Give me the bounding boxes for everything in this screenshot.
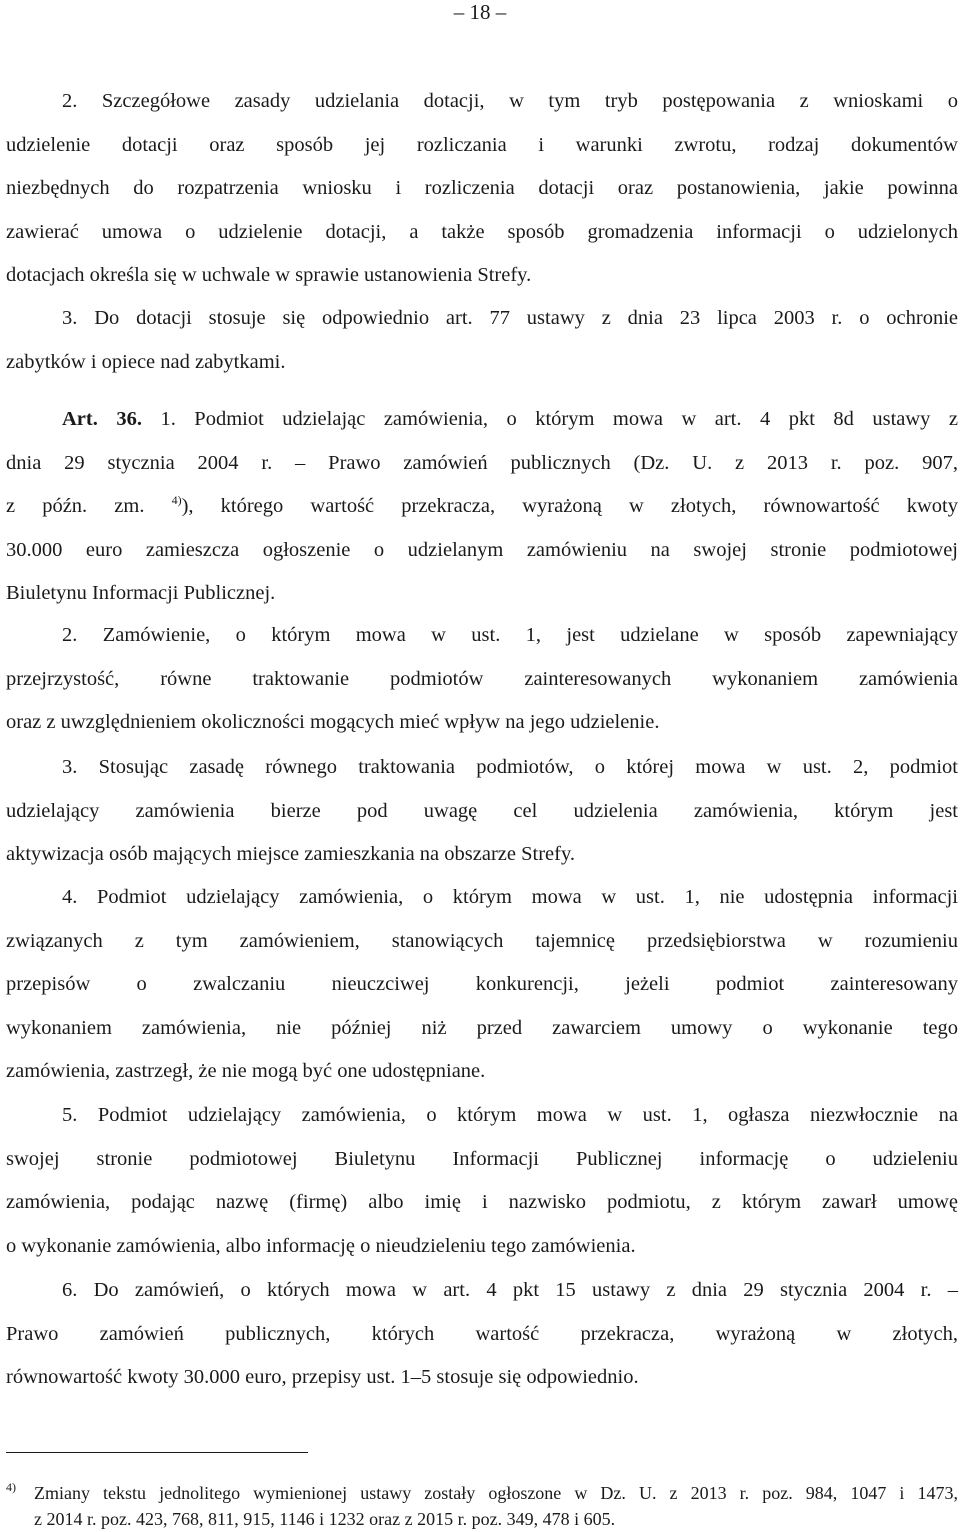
text-line: zamówienia, podając nazwę (firmę) albo imię i nazwisko podmiotu, z którym zawarł umowę: [6, 1191, 958, 1213]
text-segment: ), którego wartość przekracza, wyrażoną w złotych, równowartość kwoty: [181, 495, 959, 517]
article-36-paragraph-5: [6, 1094, 958, 1268]
article-36-paragraph-4: [6, 876, 958, 1094]
text-line: o wykonanie zamówienia, albo informację o nieudzieleniu tego zamówienia.: [6, 1234, 636, 1257]
article-36-paragraph-3: [6, 746, 958, 877]
footnote-reference[interactable]: 4): [171, 493, 182, 507]
page-number: – 18 –: [453, 0, 507, 24]
article-heading: Art. 36.: [62, 408, 142, 430]
paragraph-3-dotacje: [6, 297, 958, 384]
text-line: Prawo zamówień publicznych, których wartość przekracza, wyrażoną w złotych,: [6, 1322, 958, 1345]
footnote: [6, 1480, 958, 1532]
text-line: Biuletynu Informacji Publicznej.: [6, 582, 276, 604]
footnote-text: [34, 1480, 958, 1532]
text-line: 5. Podmiot udzielający zamówienia, o którym mowa w ust. 1, ogłasza niezwłocznie na: [62, 1104, 958, 1126]
footnote-divider: [6, 1452, 308, 1453]
text-line: swojej stronie podmiotowej Biuletynu Informacji Publicznej informację o udzieleniu: [6, 1147, 958, 1170]
footnote-marker: 4): [6, 1480, 16, 1494]
text-line: 6. Do zamówień, o których mowa w art. 4 pkt 15 ustawy z dnia 29 stycznia 2004 r. –: [62, 1279, 958, 1301]
text-line: [6, 485, 958, 529]
text-line: dotacjach określa się w uchwale w sprawie ustanowienia Strefy.: [6, 264, 532, 286]
article-36: [6, 398, 958, 616]
text-line: zawierać umowa o udzielenie dotacji, a także sposób gromadzenia informacji o udzielonych: [6, 220, 958, 243]
text-segment: 1. Podmiot udzielając zamówienia, o którym mowa w art. 4 pkt 8d ustawy z: [141, 408, 959, 430]
text-line: wykonaniem zamówienia, nie później niż przed zawarciem umowy o wykonanie tego: [6, 1016, 958, 1039]
text-line: 4. Podmiot udzielający zamówienia, o którym mowa w ust. 1, nie udostępnia informacji: [62, 886, 958, 908]
text-line: dnia 29 stycznia 2004 r. – Prawo zamówień publicznych (Dz. U. z 2013 r. poz. 907,: [6, 451, 958, 474]
text-line: równowartość kwoty 30.000 euro, przepisy ust. 1–5 stosuje się odpowiednio.: [6, 1366, 639, 1388]
article-36-paragraph-2: [6, 614, 958, 745]
text-line: zamówienia, zastrzegł, że nie mogą być one udostępniane.: [6, 1060, 486, 1082]
text-line: przepisów o zwalczaniu nieuczciwej konkurencji, jeżeli podmiot zainteresowany: [6, 973, 958, 995]
text-line: 3. Do dotacji stosuje się odpowiednio art. 77 ustawy z dnia 23 lipca 2003 r. o ochronie: [62, 307, 958, 329]
text-line: udzielenie dotacji oraz sposób jej rozliczania i warunki zwrotu, rodzaj dokumentów: [6, 133, 958, 156]
paragraph-2-dotacje: [6, 80, 958, 298]
text-line: [6, 398, 958, 442]
text-line: przejrzystość, równe traktowanie podmiotów zainteresowanych wykonaniem zamówienia: [6, 667, 958, 690]
text-line: oraz z uwzględnieniem okoliczności mogących mieć wpływ na jego udzielenie.: [6, 711, 660, 733]
text-line: niezbędnych do rozpatrzenia wniosku i rozliczenia dotacji oraz postanowienia, jakie powinna: [6, 177, 958, 199]
text-line: zabytków i opiece nad zabytkami.: [6, 350, 286, 373]
text-line: z 2014 r. poz. 423, 768, 811, 915, 1146 i 1232 oraz z 2015 r. poz. 349, 478 i 605.: [34, 1509, 616, 1529]
text-line: Zmiany tekstu jednolitego wymienionej ustawy zostały ogłoszone w Dz. U. z 2013 r. poz. 984, 1047 i 1473,: [34, 1483, 958, 1503]
text-line: 30.000 euro zamieszcza ogłoszenie o udzielanym zamówieniu na swojej stronie podmiotowej: [6, 538, 958, 561]
text-segment: z późn. zm.: [6, 495, 145, 517]
text-line: 2. Szczegółowe zasady udzielania dotacji, w tym tryb postępowania z wnioskami o: [62, 90, 958, 112]
text-line: 3. Stosując zasadę równego traktowania podmiotów, o której mowa w ust. 2, podmiot: [62, 756, 958, 778]
article-36-paragraph-6: [6, 1269, 958, 1400]
text-line: udzielający zamówienia bierze pod uwagę cel udzielenia zamówienia, którym jest: [6, 799, 958, 822]
text-line: 2. Zamówienie, o którym mowa w ust. 1, jest udzielane w sposób zapewniający: [62, 624, 958, 646]
text-line: związanych z tym zamówieniem, stanowiących tajemnicę przedsiębiorstwa w rozumieniu: [6, 929, 958, 952]
text-line: aktywizacja osób mających miejsce zamieszkania na obszarze Strefy.: [6, 843, 575, 865]
